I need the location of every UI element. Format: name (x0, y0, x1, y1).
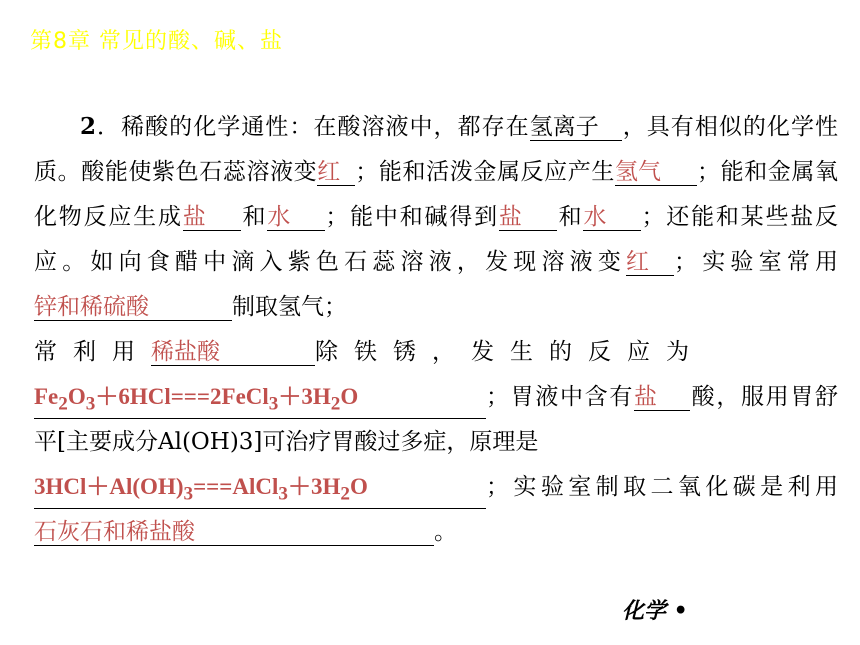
text-segment: 常利用 (34, 339, 151, 365)
question-number: 2 (80, 113, 97, 140)
answer-blank-formula (34, 474, 486, 509)
text-segment: 制取氢气； (232, 294, 347, 320)
text-segment: ；实验室制取二氧化碳是利用 (486, 474, 838, 500)
answer-blank: 盐 (183, 204, 241, 231)
answer-blank: 盐 (499, 204, 557, 231)
answer-blank: 红 (317, 159, 355, 186)
text-segment: ；能和金属氧化物反应生成 (34, 159, 839, 230)
text-segment: ；能中和碱得到 (325, 204, 499, 230)
answer-blank: 稀盐酸 (151, 339, 315, 366)
text-segment: 。 (434, 519, 457, 545)
answer-blank: 红 (626, 249, 674, 276)
text-segment: 除铁锈，发生的反应为 (315, 339, 705, 365)
text-segment: ；实验室常用 (674, 249, 839, 275)
text-segment: 和 (556, 204, 584, 230)
text-segment: ，具有相似的化学性质。酸能使紫色石蕊溶液变 (34, 114, 839, 185)
text-segment: 和 (240, 204, 268, 230)
text-segment: ；能和活泼金属反应产生 (355, 159, 615, 185)
exercise-paragraph (34, 104, 838, 555)
formula-iron-oxide-reaction: $Fe_2O_3+6HCl===2FeCl_3+3H_2O$ (34, 384, 359, 415)
answer-blank: 氢离子 (530, 114, 622, 141)
formula-neutralization-reaction: $3HCl+Al(OH)_3===AlCl_3+3H_2O$ (34, 474, 368, 505)
chapter-title: 第8章 常见的酸、碱、盐 (30, 29, 283, 54)
answer-blank: 水 (583, 204, 641, 231)
answer-blank: 石灰石和稀盐酸 (34, 519, 434, 546)
answer-blank-formula (34, 384, 486, 419)
answer-blank: 水 (267, 204, 325, 231)
answer-blank: 锌和稀硫酸 (34, 294, 232, 321)
answer-blank: 氢气 (615, 159, 697, 186)
footer-subject: 化学 • (622, 598, 688, 624)
answer-blank: 盐 (634, 384, 690, 411)
text-segment: ；胃液中含有 (486, 384, 634, 410)
text-segment: ；还能和某些盐反应。如向食醋中滴入紫色石蕊溶液，发现溶液变 (34, 204, 839, 275)
text-segment: 酸，服用胃舒平[主要成分Al(OH)3]可治疗胃酸过多症，原理是 (34, 384, 839, 455)
text-segment: ．稀酸的化学通性：在酸溶液中，都存在 (96, 114, 530, 140)
